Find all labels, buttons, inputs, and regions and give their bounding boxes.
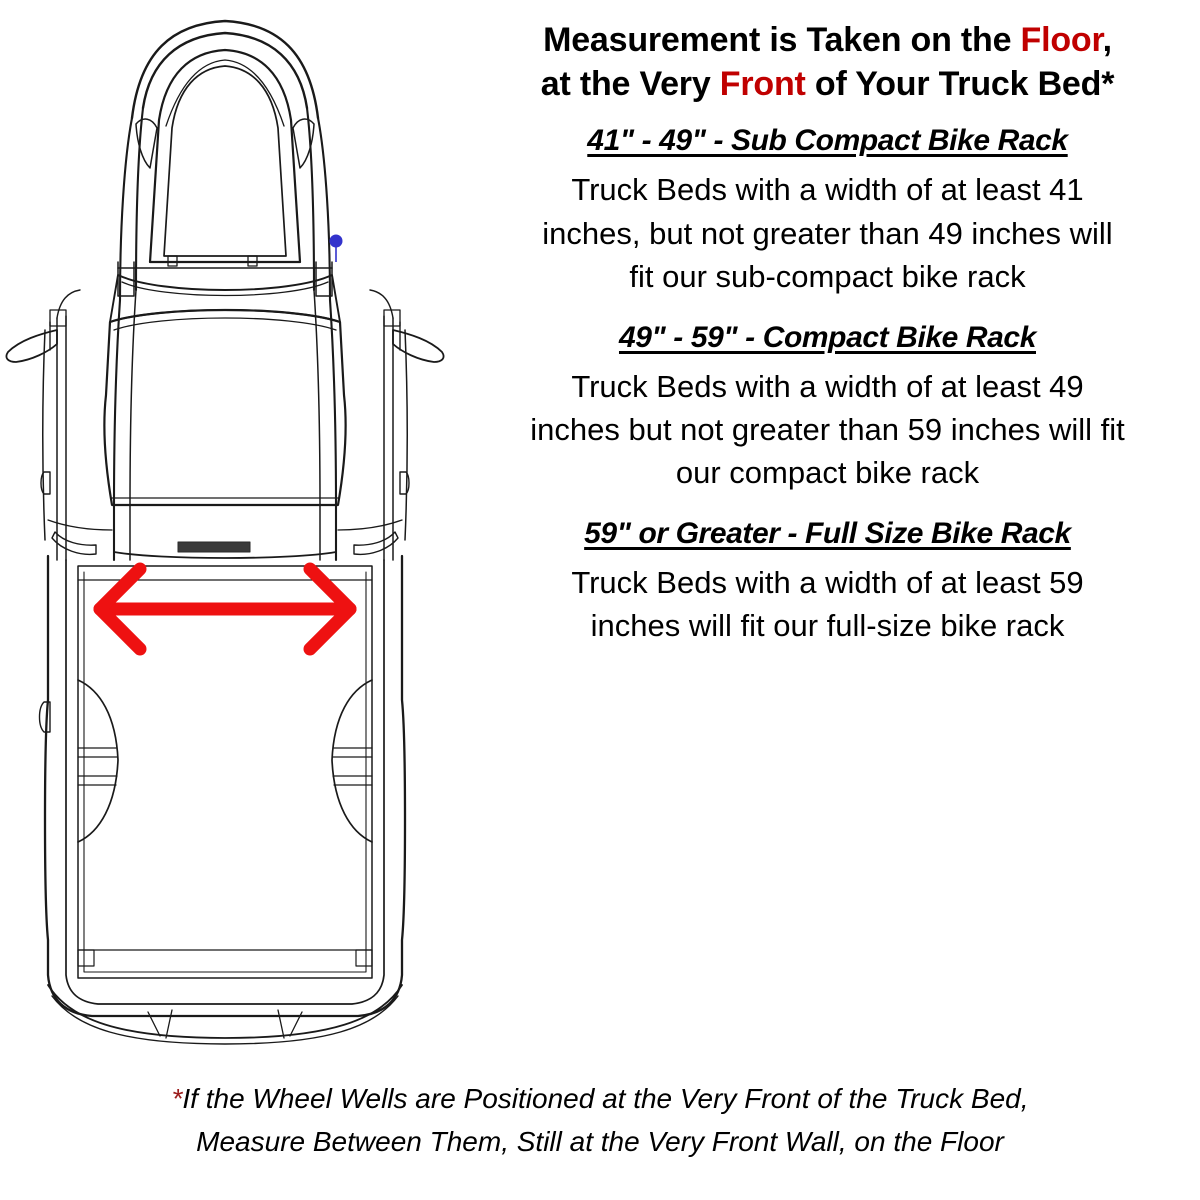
headline-line-1	[543, 21, 1112, 59]
section-title-compact: 49" - 59" - Compact Bike Rack	[618, 320, 1036, 354]
footnote-line-1	[0, 1078, 1200, 1121]
headline-line-2	[541, 65, 1114, 103]
blue-marker-dot	[330, 235, 343, 263]
headline-highlight-front: Front	[719, 65, 806, 104]
headline-highlight-floor: Floor	[1020, 21, 1103, 59]
truck-diagram	[0, 0, 450, 1070]
footnote-text-1: If the Wheel Wells are Positioned at the Very Front of the Truck Bed,	[182, 1083, 1029, 1114]
bed-width-double-arrow	[100, 569, 350, 649]
footnote-line-2: Measure Between Them, Still at the Very Front Wall, on the Floor	[196, 1125, 1004, 1157]
rack-section-sub-compact	[455, 124, 1200, 298]
section-body-compact: Truck Beds with a width of at least 49 inches but not greater than 59 inches will fit our compact bike rack	[530, 368, 1125, 491]
headline-text-2b: of Your Truck Bed*	[805, 65, 1115, 104]
section-title-full-size: 59" or Greater - Full Size Bike Rack	[584, 516, 1071, 550]
headline-text-1b: ,	[1102, 21, 1112, 59]
rack-section-compact	[455, 321, 1200, 495]
text-column	[455, 0, 1200, 1070]
section-body-sub-compact: Truck Beds with a width of at least 41 inches, but not greater than 49 inches will fit our sub-compact bike rack	[542, 172, 1113, 295]
section-body-full-size: Truck Beds with a width of at least 59 inches will fit our full-size bike rack	[571, 564, 1084, 644]
footnote	[0, 1078, 1200, 1163]
page-title	[455, 18, 1200, 106]
rack-section-full-size	[455, 517, 1200, 648]
truck-top-view-illustration	[0, 0, 450, 1070]
section-title-sub-compact: 41" - 49" - Sub Compact Bike Rack	[587, 124, 1068, 158]
headline-text-2a: at the Very	[540, 65, 720, 104]
footnote-asterisk: *	[171, 1083, 183, 1114]
headline-text-1a: Measurement is Taken on the	[543, 21, 1021, 59]
